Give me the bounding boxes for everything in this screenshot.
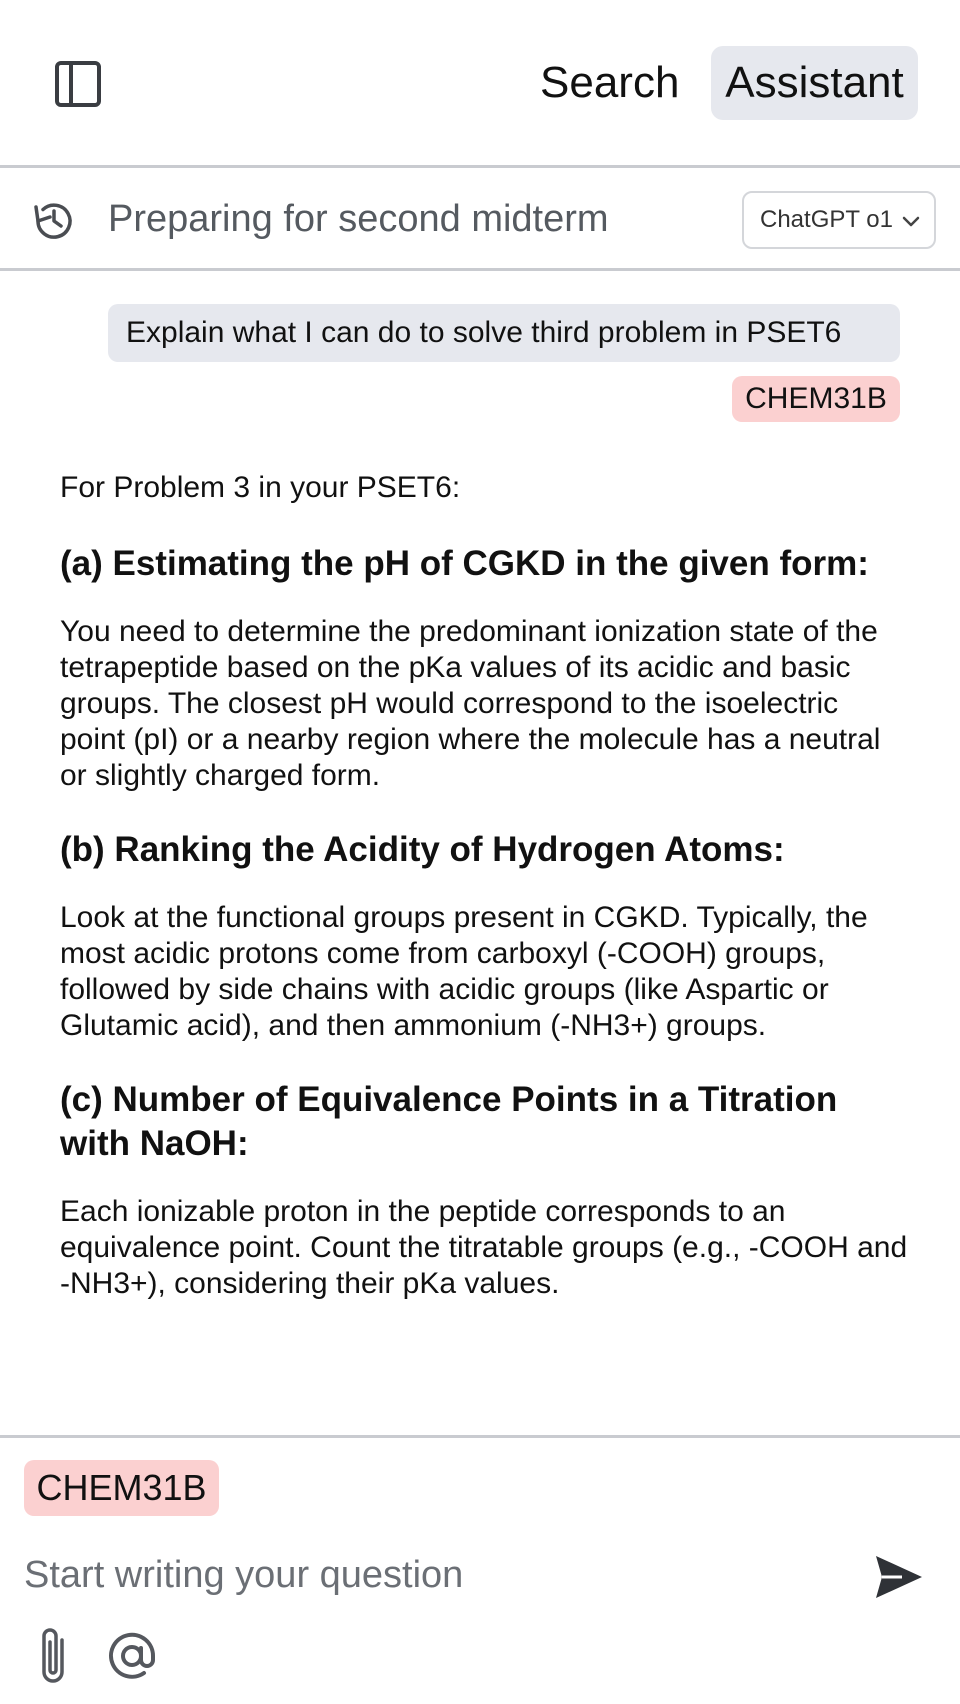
user-message: Explain what I can do to solve third problem in PSET6 bbox=[108, 304, 900, 362]
conversation-title: Preparing for second midterm bbox=[108, 197, 609, 240]
nav-assistant-tab[interactable]: Assistant bbox=[711, 46, 918, 120]
paperclip-icon[interactable] bbox=[32, 1624, 76, 1688]
answer-body-a: You need to determine the predominant ionization state of the tetrapeptide based on the pKa values of its acidic and basic groups. The closest pH would correspond to the isoelectric point (pI) or a nearby region where the molecule has a neutral or slightly charged form. bbox=[60, 615, 881, 792]
conversation-header bbox=[0, 169, 960, 269]
answer-intro: For Problem 3 in your PSET6: bbox=[60, 471, 461, 504]
message-course-tag[interactable]: CHEM31B bbox=[732, 376, 900, 422]
top-bar bbox=[0, 0, 960, 166]
answer-body-b: Look at the functional groups present in CGKD. Typically, the most acidic protons come from carboxyl (-COOH) groups, followed by side chains with acidic groups (like Aspartic or Glutamic acid), and then ammonium (-NH3+) groups. bbox=[60, 901, 868, 1042]
nav-search-tab[interactable]: Search bbox=[540, 58, 680, 107]
header-divider bbox=[0, 268, 960, 271]
sidebar-toggle-icon bbox=[54, 60, 102, 108]
question-input[interactable] bbox=[24, 1540, 844, 1610]
composer-course-tag[interactable]: CHEM31B bbox=[24, 1460, 219, 1516]
send-icon[interactable] bbox=[872, 1550, 926, 1604]
assistant-answer bbox=[60, 470, 910, 1336]
answer-heading-a: (a) Estimating the pH of CGKD in the given form: bbox=[60, 544, 869, 583]
answer-heading-c: (c) Number of Equivalence Points in a Titration with NaOH: bbox=[60, 1080, 838, 1163]
model-selector-value: ChatGPT o1 bbox=[760, 206, 893, 233]
sidebar-toggle-button[interactable] bbox=[50, 56, 106, 112]
model-selector[interactable] bbox=[742, 191, 936, 249]
answer-heading-b: (b) Ranking the Acidity of Hydrogen Atoms: bbox=[60, 830, 785, 869]
answer-body-c: Each ionizable proton in the peptide corresponds to an equivalence point. Count the titratable groups (e.g., -COOH and -NH3+), considering their pKa values. bbox=[60, 1195, 908, 1300]
chevron-down-icon bbox=[900, 211, 922, 233]
top-divider bbox=[0, 165, 960, 168]
history-icon[interactable] bbox=[30, 197, 78, 245]
composer bbox=[0, 1438, 960, 1704]
at-sign-icon[interactable] bbox=[104, 1628, 160, 1684]
